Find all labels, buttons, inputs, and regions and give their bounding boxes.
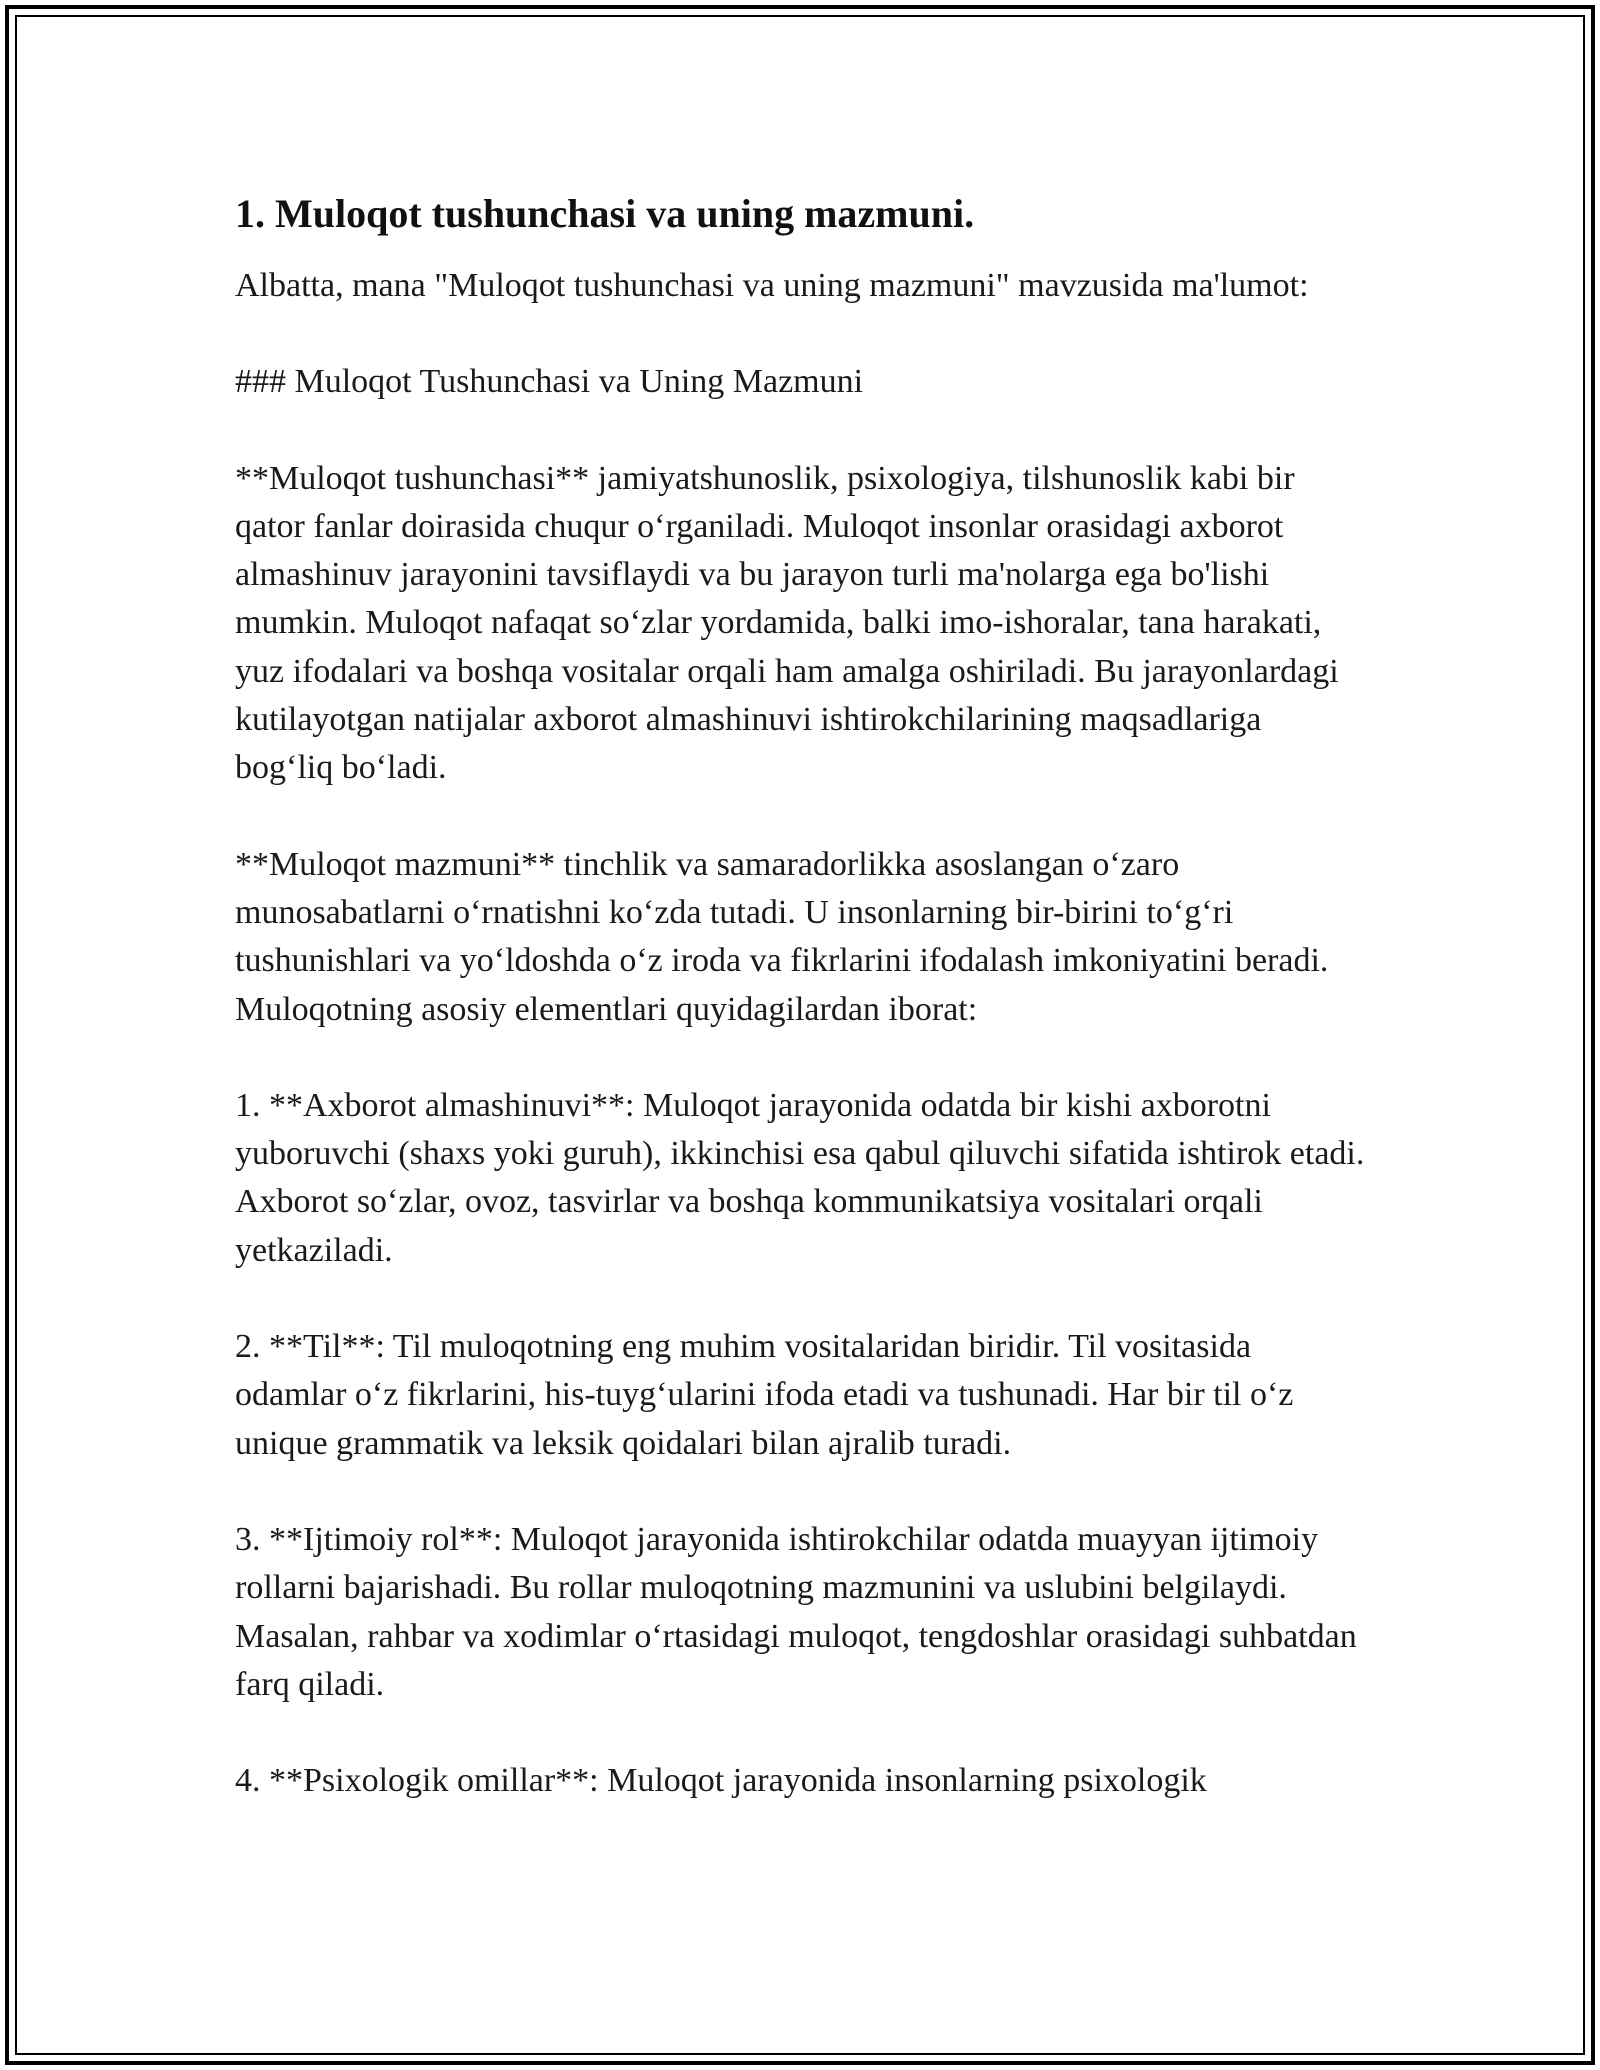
section-heading-paragraph: ### Muloqot Tushunchasi va Uning Mazmuni [235,363,864,401]
list-item-language: 2. **Til**: Til muloqotning eng muhim vositalaridan biridir. Til vositasida odamlar oʻz fikrlarini, his-tuygʻularini ifoda etadi va tushunadi. Har bir til oʻz unique grammatik va leksik qoidalari bilan ajralib turadi. [235,1328,1294,1462]
document-title: 1. Muloqot tushunchasi va uning mazmuni. [235,191,975,236]
content-paragraph: **Muloqot mazmuni** tinchlik va samaradorlikka asoslangan oʻzaro munosabatlarni oʻrnatishni koʻzda tutadi. U insonlarning bir-birini toʻgʻri tushunishlari va yoʻldoshda oʻz iroda va fikrlarini ifodalash imkoniyatini beradi. Muloqotning asosiy elementlari quyidagilardan iborat: [235,845,1329,1028]
list-item-psychological-factors: 4. **Psixologik omillar**: Muloqot jarayonida insonlarning psixologik [235,1762,1207,1800]
concept-paragraph: **Muloqot tushunchasi** jamiyatshunoslik, psixologiya, tilshunoslik kabi bir qator fanlar doirasida chuqur oʻrganiladi. Muloqot insonlar orasidagi axborot almashinuv jarayonini tavsiflaydi va bu jarayon turli ma'nolarga ega bo'lishi mumkin. Muloqot nafaqat soʻzlar yordamida, balki imo-ishoralar, tana harakati, yuz ifodalari va boshqa vositalar orqali ham amalga oshiriladi. Bu jarayonlardagi kutilayotgan natijalar axborot almashinuvi ishtirokchilarining maqsadlariga bogʻliq boʻladi. [235,459,1339,787]
intro-paragraph: Albatta, mana "Muloqot tushunchasi va uning mazmuni" mavzusida ma'lumot: [235,267,1309,304]
list-item-social-role: 3. **Ijtimoiy rol**: Muloqot jarayonida ishtirokchilar odatda muayyan ijtimoiy rollarni bajarishadi. Bu rollar muloqotning mazmunini va uslubini belgilaydi. Masalan, rahbar va xodimlar oʻrtasidagi muloqot, tengdoshlar orasidagi suhbatdan farq qiladi. [235,1520,1357,1703]
list-item-information-exchange: 1. **Axborot almashinuvi**: Muloqot jarayonida odatda bir kishi axborotni yuboruvchi (shaxs yoki guruh), ikkinchisi esa qabul qiluvchi sifatida ishtirok etadi. Axborot soʻzlar, ovoz, tasvirlar va boshqa kommunikatsiya vositalari orqali yetkaziladi. [235,1086,1365,1269]
document-body [235,190,1365,1805]
